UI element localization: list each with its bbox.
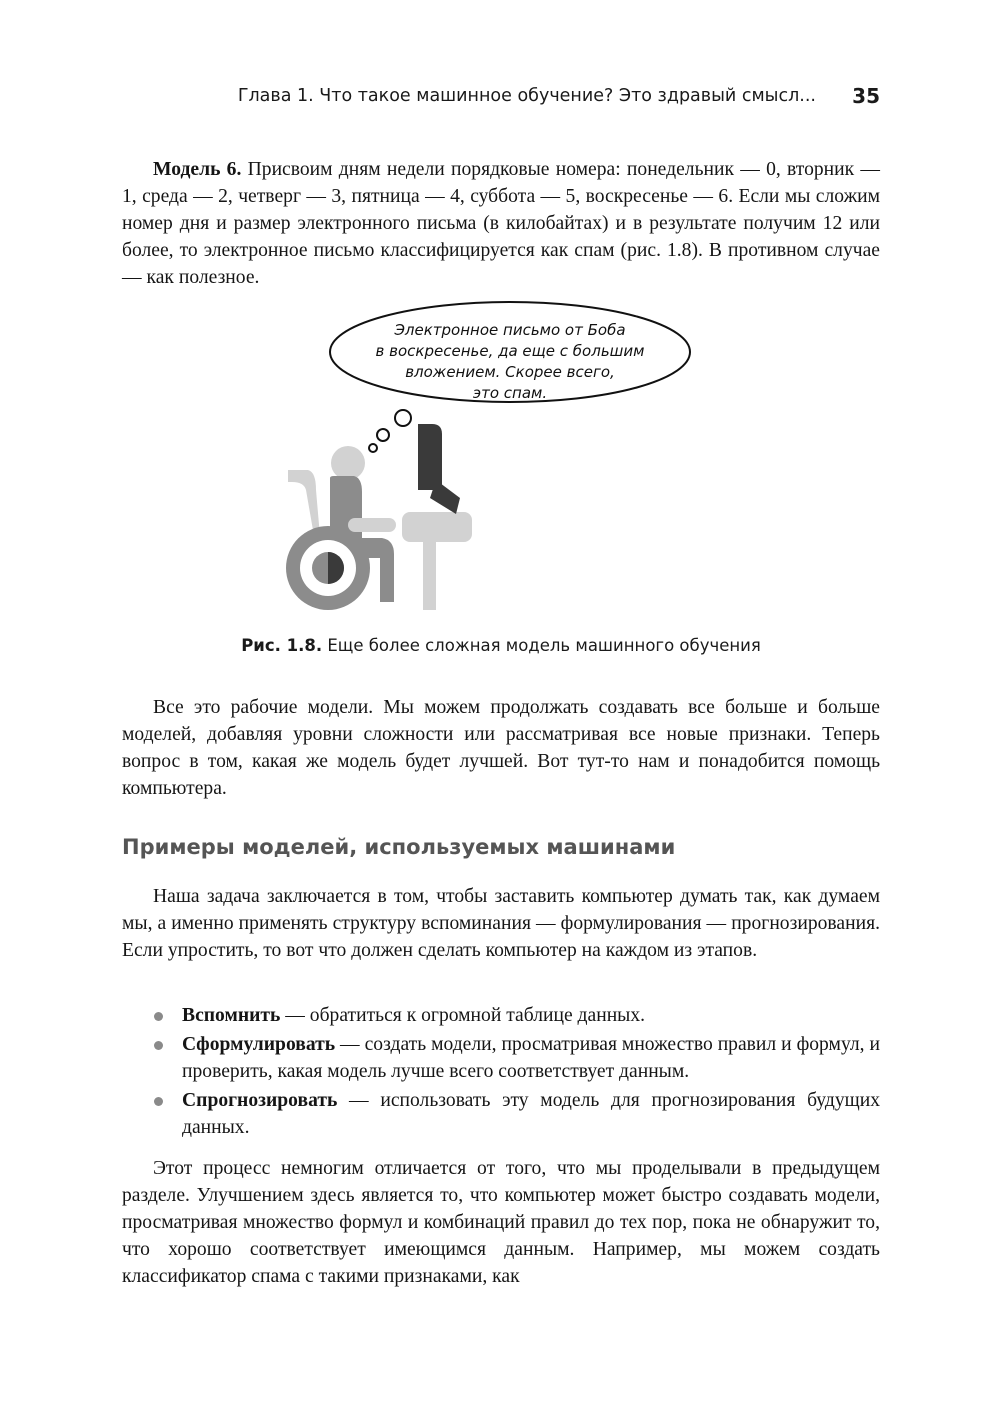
speech-bubble-line-3: вложением. Скорее всего, [405,363,615,381]
model-6-lead: Модель 6. [153,159,242,180]
bullet-icon [154,1041,163,1050]
speech-bubble-line-1: Электронное письмо от Боба [394,321,626,339]
list-item [122,1002,880,1029]
desk-top [402,512,472,542]
steps-list [122,1002,880,1143]
page-number: 35 [852,84,880,108]
list-item-text: — использовать эту модель для прогнозирования будущих данных. [182,1090,880,1138]
figure-caption [122,636,880,655]
caption-text: Еще более сложная модель машинного обучения [322,636,761,655]
paragraph-model-6 [122,156,880,291]
caption-label: Рис. 1.8. [241,636,323,655]
wheelchair-wheel-icon [286,526,370,610]
person-head-icon [331,446,365,480]
list-item [122,1031,880,1085]
monitor-icon [418,424,442,490]
running-header [122,84,880,114]
wheelchair-frame [288,470,320,536]
section-heading: Примеры моделей, используемых машинами [122,835,676,859]
paragraph-process: Этот процесс немногим отличается от того, что мы проделывали в предыдущем разделе. Улучшением здесь является то, что компьютер может быстро создавать модели, просматривая множество формул и комбинаций правил до тех пор, пока не обнаружит то, что хорошо соответствует имеющимся данным. Например, мы можем создать классификатор спама с такими признаками, как [122,1158,880,1287]
running-title: Глава 1. Что такое машинное обучение? Это здравый смысл... [237,86,816,106]
list-item-text: — обратиться к огромной таблице данных. [280,1005,646,1026]
list-item [122,1087,880,1141]
paragraph-task: Наша задача заключается в том, чтобы заставить компьютер думать так, как думаем мы, а именно применять структуру вспоминания — формулирования — прогнозирования. Если упростить, то вот что должен сделать компьютер на каждом из этапов. [122,886,880,961]
bullet-icon [154,1097,163,1106]
desk-leg [423,538,436,610]
list-item-term: Вспомнить [182,1005,281,1026]
speech-bubble-line-4: это спам. [472,384,548,402]
list-item-term: Сформулировать [182,1034,336,1055]
monitor-stand [430,480,460,514]
bullet-icon [154,1012,163,1021]
speech-bubble-line-2: в воскресенье, да еще с большим [375,342,645,360]
paragraph-model-6-text: Присвоим дням недели порядковые номера: понедельник — 0, вторник — 1, среда — 2, четверг — 3, пятница — 4, суббота — 5, воскресенье — 6. Если мы сложим номер дня и размер электронного письма (в килобайтах) и в результате получим 12 или более, то электронное письмо классифицируется как спам (рис. 1.8). В противном случае — как полезное. [122,159,880,288]
figure-wheelchair-user-thinking [270,300,710,620]
person-arm [348,518,396,532]
thought-circles [369,410,411,452]
list-item-term: Спрогнозировать [182,1090,338,1111]
list-item-text: — создать модели, просматривая множество правил и формул, и проверить, какая модель лучше всего соответствует данным. [182,1034,880,1082]
paragraph-working-models: Все это рабочие модели. Мы можем продолжать создавать все больше и больше моделей, добавляя уровни сложности или рассматривая все новые признаки. Теперь вопрос в том, какая же модель будет лучшей. Вот тут-то нам и понадобится помощь компьютера. [122,697,880,799]
